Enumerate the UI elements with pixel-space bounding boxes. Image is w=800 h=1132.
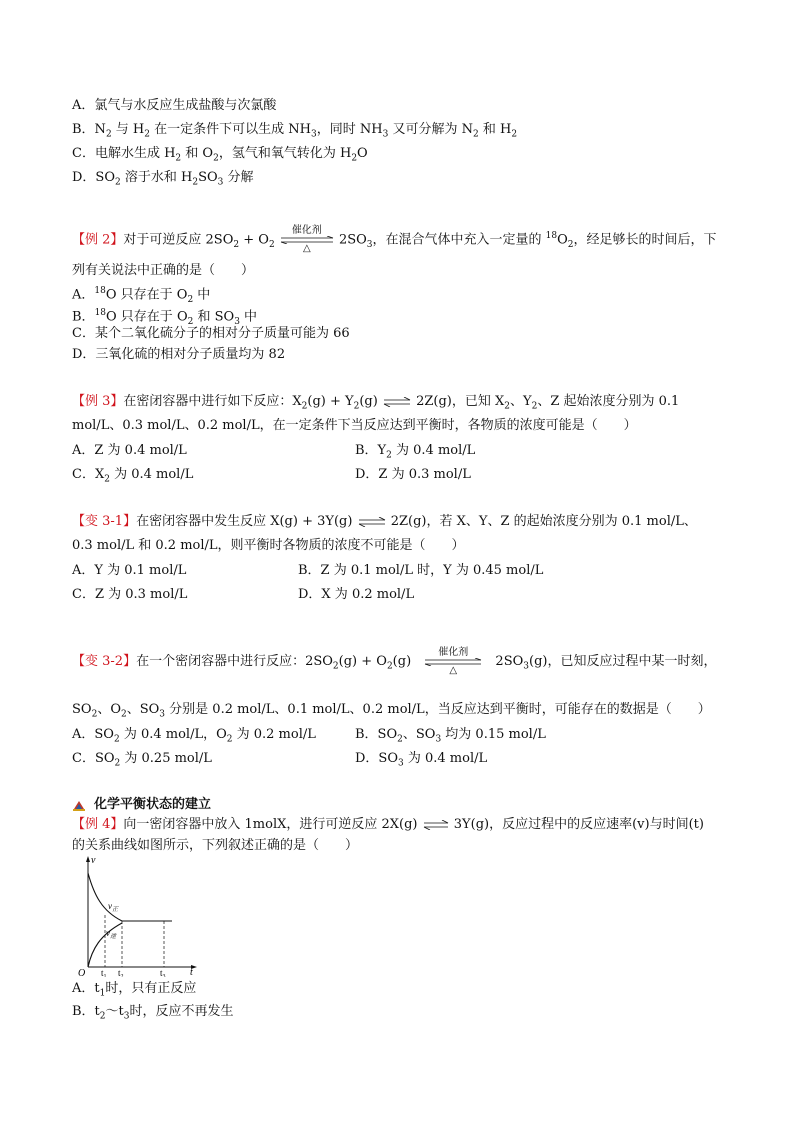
reversible-arrow-icon: 催化剂 △ (423, 647, 483, 677)
var32-option-c: C．$SO_2$ 为 0.25 mol/L (72, 751, 212, 769)
ex3-option-b: B．$Y_2$ 为 0.4 mol/L (355, 443, 476, 461)
ex4-stem-line2: 的关系曲线如图所示，下列叙述正确的是（ ） (72, 838, 359, 853)
ex3-option-c: C．$X_2$ 为 0.4 mol/L (72, 467, 194, 485)
var32-option-d: D．$SO_3$ 为 0.4 mol/L (355, 751, 488, 769)
ex4-stem-line1: 【例 4】向一密闭容器中放入 1molX，进行可逆反应 2X(g) 3Y(g)，反应过程中的反应速率(v)与时间(t) (72, 817, 704, 832)
var32-tag: 【变 3-2】 (72, 654, 137, 669)
equilibrium-arrow-icon (422, 820, 450, 830)
var31-option-c: C．Z 为 0.3 mol/L (72, 587, 188, 602)
t1-label: $t_1$ (101, 968, 107, 977)
ex3-tag: 【例 3】 (72, 394, 124, 409)
intro-option-c: C．电解水生成 $H_2$ 和 $O_2$，氢气和氧气转化为 $H_2O$ (72, 146, 368, 164)
var32-stem-line1: 【变 3-2】在一个密闭容器中进行反应：$2SO_2(g) + O_2(g)$ 催化剂 △ $2SO_3(g)$，已知反应过程中某一时刻， (72, 646, 717, 676)
ex3-stem-line1: 【例 3】在密闭容器中进行如下反应：$X_2(g) + Y_2(g)$ 2Z(g)，已知 $X_2$、$Y_2$、Z 起始浓度分别为 0.1 (72, 394, 680, 412)
ex4-option-b: B．$t_2\sim t_3$时，反应不再发生 (72, 1004, 234, 1022)
intro-option-a: A．氯气与水反应生成盐酸与次氯酸 (72, 98, 277, 113)
rate-time-graph (76, 853, 200, 977)
ex2-option-b: B．$^{18}$O 只存在于 $O_2$ 和 $SO_3$ 中 (72, 308, 258, 327)
forward-rate-curve (88, 873, 172, 921)
ex2-tag: 【例 2】 (72, 232, 124, 248)
t3-label: $t_3$ (160, 968, 166, 977)
var31-stem-line1: 【变 3-1】在密闭容器中发生反应 X(g) + 3Y(g) 2Z(g)，若 X、Y、Z 的起始浓度分别为 0.1 mol/L、 (72, 514, 697, 529)
ex2-option-a: A．$^{18}$O 只存在于 $O_2$ 中 (72, 286, 211, 305)
var31-tag: 【变 3-1】 (72, 514, 137, 529)
origin-label: O (78, 968, 86, 977)
ex3-option-d: D．Z 为 0.3 mol/L (355, 467, 471, 482)
section-heading: 化学平衡状态的建立 (72, 796, 211, 814)
ex4-option-a: A．$t_1$时，只有正反应 (72, 981, 197, 999)
intro-option-b: B．$N_2$ 与 $H_2$ 在一定条件下可以生成 $NH_3$，同时 $NH_3$ 又可分解为 $N_2$ 和 $H_2$ (72, 122, 518, 140)
forward-rate-label: $v_正$ (108, 901, 119, 913)
var32-option-a: A．$SO_2$ 为 0.4 mol/L，$O_2$ 为 0.2 mol/L (72, 727, 316, 745)
var31-option-b: B．Z 为 0.1 mol/L 时，Y 为 0.45 mol/L (298, 563, 544, 578)
ex2-stem-line1: 【例 2】对于可逆反应 $2SO_2 + O_2$ 催化剂 △ $2SO_3$，在混合气体中充入一定量的 $^{18}O_2$，经足够长的时间后，下 (72, 224, 717, 254)
intro-option-d: D．$SO_2$ 溶于水和 $H_2SO_3$ 分解 (72, 170, 254, 188)
ex3-stem-line2: mol/L、0.3 mol/L、0.2 mol/L，在一定条件下当反应达到平衡时，各物质的浓度可能是（ ） (72, 418, 637, 433)
ex2-option-d: D．三氧化硫的相对分子质量均为 82 (72, 347, 286, 362)
var31-option-a: A．Y 为 0.1 mol/L (72, 563, 187, 578)
var32-stem-line2: $SO_2$、$O_2$、$SO_3$ 分别是 0.2 mol/L、0.1 mol/L、0.2 mol/L，当反应达到平衡时，可能存在的数据是（ ） (72, 702, 711, 720)
equilibrium-arrow-icon (357, 517, 387, 527)
var31-option-d: D．X 为 0.2 mol/L (298, 587, 415, 602)
ex2-stem-line2: 列有关说法中正确的是（ ） (72, 263, 255, 278)
t2-label: $t_2$ (118, 968, 124, 977)
var32-option-b: B．$SO_2$、$SO_3$ 均为 0.15 mol/L (355, 727, 546, 745)
reversible-arrow-icon: 催化剂 △ (279, 225, 335, 255)
y-axis-arrow-icon (86, 856, 90, 862)
ex3-option-a: A．Z 为 0.4 mol/L (72, 443, 187, 458)
ex2-option-c: C．某个二氧化硫分子的相对分子质量可能为 66 (72, 326, 350, 341)
equilibrium-arrow-icon (382, 397, 412, 407)
y-axis-label: v (91, 855, 96, 866)
ex4-tag: 【例 4】 (72, 817, 124, 832)
var31-stem-line2: 0.3 mol/L 和 0.2 mol/L，则平衡时各物质的浓度不可能是（ ） (72, 538, 465, 553)
section-bullet-icon (72, 799, 86, 811)
x-axis-label: t (190, 967, 193, 977)
reverse-rate-label: $v_逆$ (106, 928, 117, 940)
